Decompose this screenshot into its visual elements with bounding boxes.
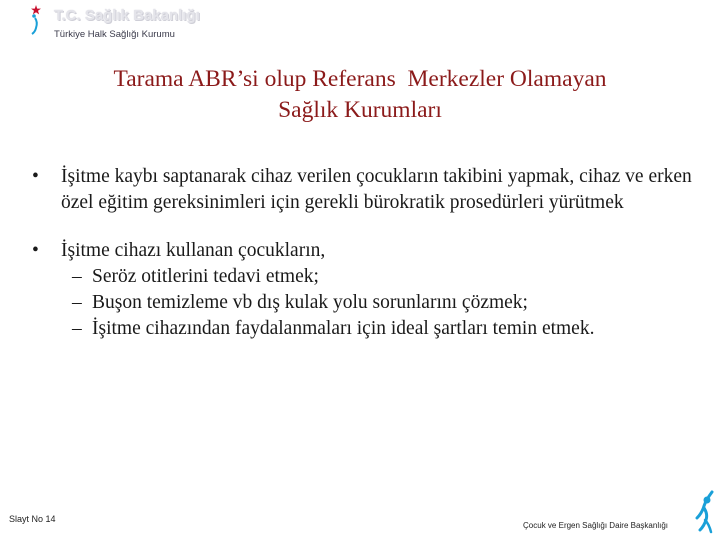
bullet-text: İşitme kaybı saptanarak cihaz verilen çocukların takibini yapmak, cihaz ve erken özel eğitim gereksinimleri için gerekli bürokratik prosedürleri yürütmek [61,166,692,213]
sub-item [32,264,692,290]
bullet-item [32,238,692,264]
slide-title [40,64,680,126]
slide-number: Slayt No 14 [9,514,56,524]
sub-marker: – [72,292,82,313]
bullet-marker: • [32,166,39,187]
slide-title-line: Tarama ABR’si olup Referans Merkezler Olamayan [113,66,607,92]
ministry-crescent-star-logo-icon [18,3,54,43]
department-name: Çocuk ve Ergen Sağlığı Daire Başkanlığı [523,521,668,530]
slide-content [32,164,692,342]
bullet-text: İşitme cihazı kullanan çocukların, [61,240,326,261]
sub-item-text: Seröz otitlerini tedavi etmek; [92,266,319,287]
slide-title-line: Sağlık Kurumları [278,97,442,123]
sub-item-text: Buşon temizleme vb dış kulak yolu sorunlarını çözmek; [92,292,528,313]
sub-marker: – [72,266,82,287]
sub-marker: – [72,318,82,339]
bullet-item [32,164,692,216]
header-subtitle: Türkiye Halk Sağlığı Kurumu [54,29,175,40]
sub-item-text: İşitme cihazından faydalanmaları için ideal şartları temin etmek. [92,318,595,339]
header-title: T.C. Sağlık Bakanlığı [54,7,200,24]
sub-item [32,290,692,316]
sub-item [32,316,692,342]
child-figure-logo-icon [690,490,716,536]
bullet-marker: • [32,240,39,261]
